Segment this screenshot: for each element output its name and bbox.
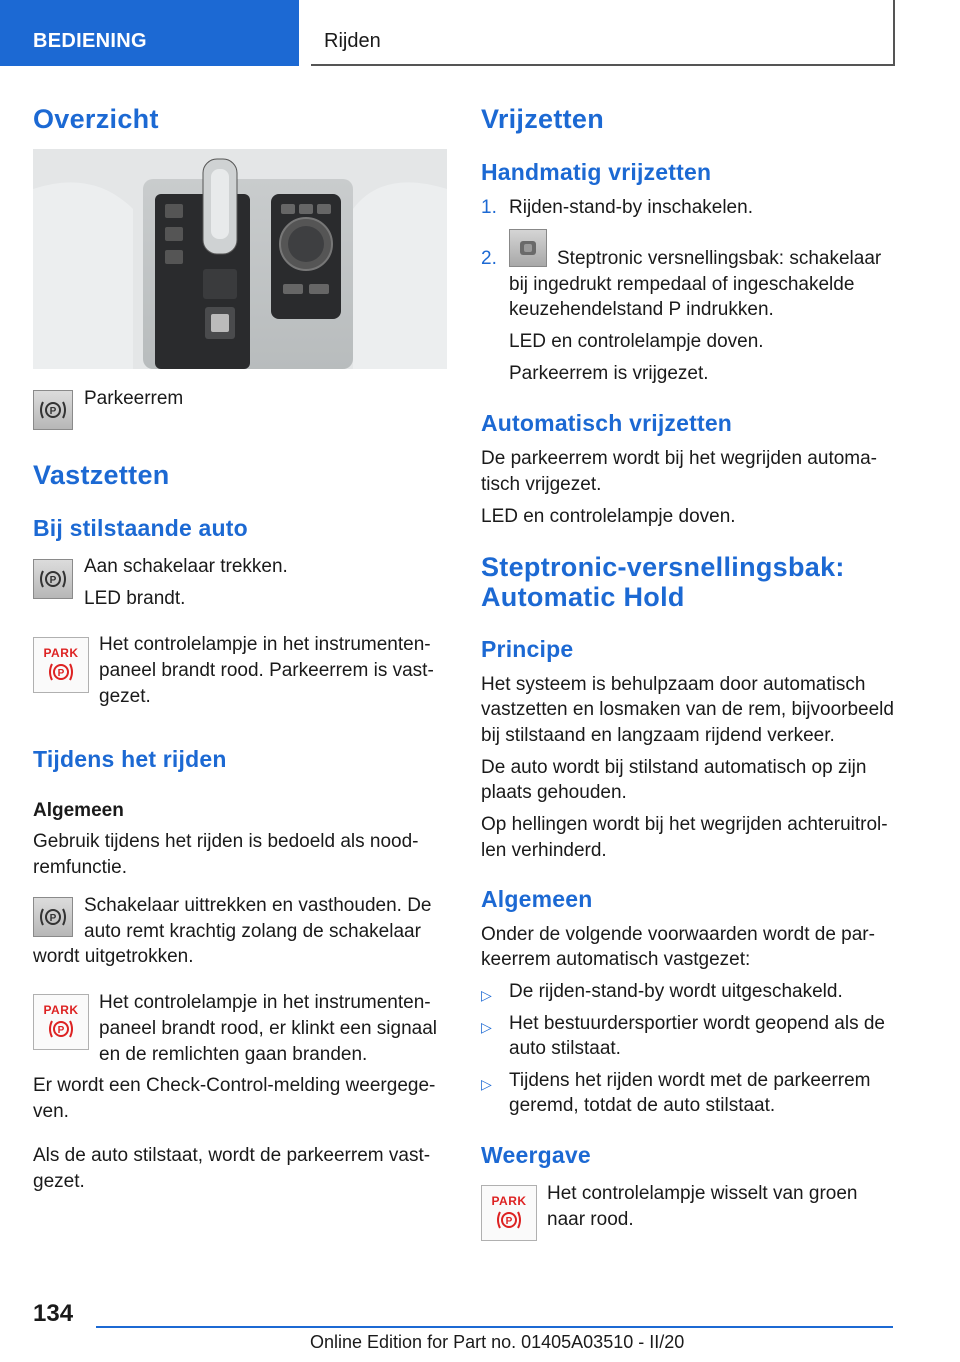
heading-overzicht: Overzicht [33,104,159,134]
park-warning-icon: PARK P [33,994,89,1050]
heading-stilstaande-auto: Bij stilstaande auto [33,515,248,541]
text-line: paneel brandt rood, er klinkt een signaal [99,1018,438,1039]
heading-automatic-hold-line2: Automatic Hold [481,582,685,612]
bullet-triangle-icon: ▷ [481,987,492,1003]
text-line: Schakelaar uittrekken en vasthouden. De [84,895,432,916]
text-line: Het systeem is behulpzaam door automatisch [481,674,866,695]
heading-automatic-hold: Steptronic-versnellingsbak: [481,552,845,582]
heading-tijdens-rijden: Tijdens het rijden [33,746,227,772]
step-text: LED en controlelampje doven. [509,331,764,352]
text-line: De parkeerrem wordt bij het wegrijden automa- [481,448,878,469]
svg-text:P: P [57,668,65,679]
steptronic-switch-icon [509,229,547,267]
text-line: Als de auto stilstaat, wordt de parkeerrem vast- [33,1145,431,1166]
text-line: gezet. [33,1171,85,1192]
list-item: geremd, totdat de auto stilstaat. [509,1095,776,1116]
park-warning-icon: PARK P [481,1185,537,1241]
text-line: Het controlelampje wisselt van groen [547,1183,858,1204]
text-line: len verhinderd. [481,840,607,861]
parking-brake-icon [33,559,73,599]
text-line: wordt uitgetrokken. [33,946,194,967]
text-line: ven. [33,1101,69,1122]
text-line: LED en controlelampje doven. [481,506,736,527]
svg-text:P: P [505,1216,513,1227]
text-line: Het controlelampje in het instrumenten- [99,992,431,1013]
list-item: Het bestuurdersportier wordt geopend als de [509,1013,886,1034]
photo-caption: Parkeerrem [84,388,184,409]
list-item: Tijdens het rijden wordt met de parkeerrem [509,1070,871,1091]
text-line: en de remlichten gaan branden. [99,1044,368,1065]
text-line: gezet. [99,686,151,707]
heading-vastzetten: Vastzetten [33,460,170,490]
svg-text:P: P [49,575,57,586]
text-line: LED brandt. [84,588,186,609]
text-line: naar rood. [547,1209,634,1230]
section-tab: BEDIENING [0,0,299,66]
bullet-triangle-icon: ▷ [481,1019,492,1035]
step-text: bij ingedrukt rempedaal of ingeschakelde [509,274,855,295]
step-text: keuzehendelstand P indrukken. [509,299,774,320]
svg-text:P: P [57,1025,65,1036]
heading-automatisch-vrijzetten: Automatisch vrijzetten [481,410,733,436]
parking-brake-icon [33,897,73,937]
chapter-title: Rijden [311,0,895,66]
text-line: plaats gehouden. [481,782,627,803]
list-item: auto stilstaat. [509,1038,621,1059]
text-line: De auto wordt bij stilstand automatisch op zijn [481,757,867,778]
heading-vrijzetten: Vrijzetten [481,104,605,134]
park-warning-icon: PARK P [33,637,89,693]
text-line: Gebruik tijdens het rijden is bedoeld als nood- [33,831,419,852]
page-number: 134 [33,1300,74,1327]
text-line: vastzetten en losmaken van de rem, bijvoorbeeld [481,699,894,720]
text-line: auto remt krachtig zolang de schakelaar [84,921,421,942]
text-line: Er wordt een Check-Control-melding weergege- [33,1075,436,1096]
edition-note: Online Edition for Part no. 01405A03510 - II/20 [310,1332,685,1352]
step-text: Parkeerrem is vrijgezet. [509,363,709,384]
list-item: De rijden-stand-by wordt uitgeschakeld. [509,981,843,1002]
page-header [0,0,960,66]
step-text: Steptronic versnellingsbak: schakelaar [557,248,882,269]
svg-text:P: P [49,913,57,924]
text-line: Aan schakelaar trekken. [84,556,288,577]
footer-divider [96,1326,893,1328]
step-number: 1. [481,197,497,218]
heading-principe: Principe [481,636,574,662]
text-line: bij stilstaand en langzaam rijdend verkeer. [481,725,835,746]
text-line: Het controlelampje in het instrumenten- [99,634,431,655]
step-number: 2. [481,248,497,269]
heading-handmatig-vrijzetten: Handmatig vrijzetten [481,159,712,185]
text-line: paneel brandt rood. Parkeerrem is vast- [99,660,434,681]
heading-weergave: Weergave [481,1142,591,1168]
parking-brake-icon [33,390,73,430]
text-line: tisch vrijgezet. [481,474,602,495]
svg-text:P: P [49,406,57,417]
step-text: Rijden-stand-by inschakelen. [509,197,753,218]
subheading-algemeen: Algemeen [33,800,124,821]
bullet-triangle-icon: ▷ [481,1076,492,1092]
text-line: keerrem automatisch vastgezet: [481,949,751,970]
console-photo [33,149,447,369]
text-line: Onder de volgende voorwaarden wordt de par- [481,924,875,945]
text-line: remfunctie. [33,857,127,878]
heading-algemeen: Algemeen [481,886,593,912]
text-line: Op hellingen wordt bij het wegrijden achteruitrol- [481,814,888,835]
center-console-illustration [33,149,447,369]
